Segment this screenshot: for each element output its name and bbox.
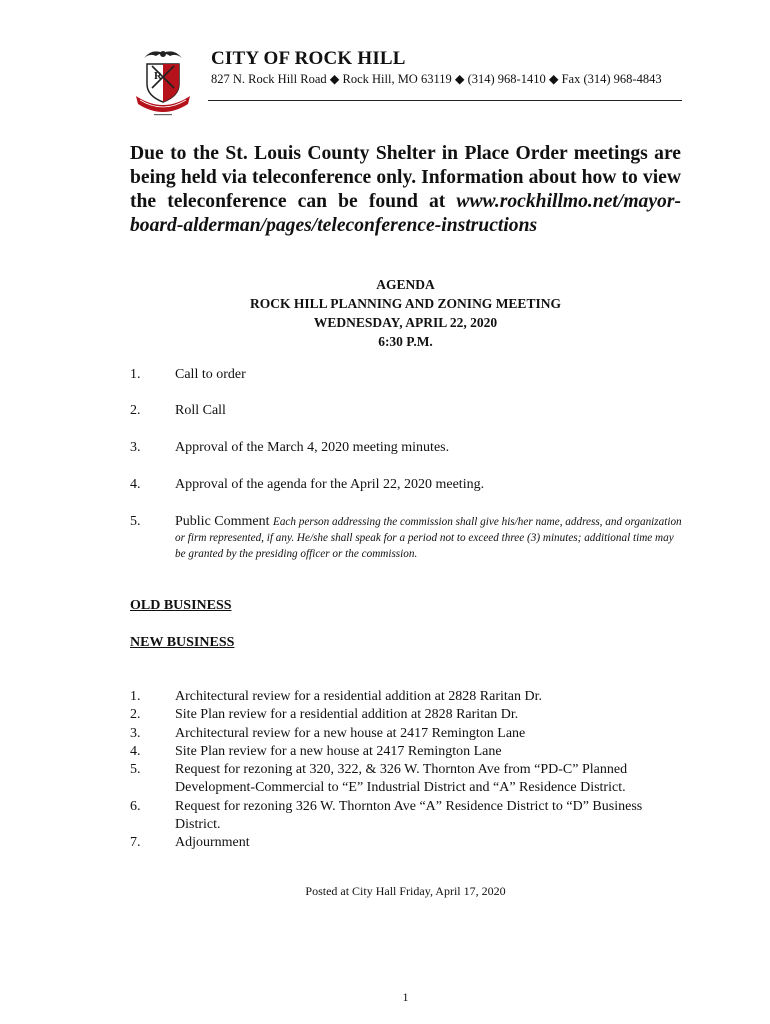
list-item-text: Architectural review for a residential addition at 2828 Raritan Dr.	[175, 689, 542, 704]
list-item-number: 1.	[130, 689, 141, 704]
new-business-heading: NEW BUSINESS	[130, 635, 235, 650]
list-item	[130, 743, 690, 761]
agenda-item-roll-call: Roll Call	[175, 403, 226, 418]
meeting-time: 6:30 P.M.	[378, 334, 433, 349]
list-item-number: 7.	[130, 835, 141, 851]
meeting-date: WEDNESDAY, APRIL 22, 2020	[313, 315, 498, 330]
meeting-name: ROCK HILL PLANNING AND ZONING MEETING	[250, 296, 561, 311]
page-number: 1	[402, 990, 409, 1004]
public-comment-description: Each person addressing the commission shall give his/her name, address, and organization or firm represented, if any. He/she shall speak for a period not to exceed three (3) minutes; additional time may be granted by the presiding officer or the commission.	[175, 516, 682, 560]
list-item-number: 2.	[130, 707, 141, 723]
list-item-text: Site Plan review for a new house at 2417 Remington Lane	[175, 743, 502, 759]
list-item-text: Adjournment	[175, 835, 250, 851]
list-item	[130, 688, 690, 706]
agenda-item-minutes-approval: Approval of the March 4, 2020 meeting minutes.	[175, 440, 450, 455]
city-address-line: 827 N. Rock Hill Road ◆ Rock Hill, MO 63119 ◆ (314) 968-1410 ◆ Fax (314) 968-4843	[211, 72, 662, 86]
list-item	[130, 761, 690, 798]
list-item-number: 3.	[130, 725, 141, 741]
list-item-text: Request for rezoning at 320, 322, & 326 W. Thornton Ave from “PD-C” Planned Development-Commercial to “E” Industrial District and “A” Residence District.	[175, 762, 628, 796]
teleconference-url-link[interactable]: www.rockhillmo.net/mayor-board-alderman/pages/teleconference-instructions	[130, 191, 681, 236]
public-comment-label: Public Comment	[175, 514, 270, 529]
agenda-item-number: 3.	[130, 440, 141, 455]
agenda-item-agenda-approval: Approval of the agenda for the April 22, 2020 meeting.	[175, 477, 485, 492]
list-item	[130, 834, 690, 852]
list-item-text: Request for rezoning 326 W. Thornton Ave “A” Residence District to “D” Business District.	[175, 798, 643, 833]
agenda-item-public-comment	[175, 514, 685, 562]
notice-text: Due to the St. Louis County Shelter in Place Order meetings are being held via teleconference only. Information about how to view the teleconference can be found at	[130, 143, 681, 212]
list-item	[130, 798, 690, 835]
agenda-item-number: 5.	[130, 514, 141, 529]
agenda-item-number: 1.	[130, 367, 141, 382]
new-business-list	[130, 688, 690, 853]
agenda-item-number: 4.	[130, 477, 141, 492]
list-item-text: Site Plan review for a residential addition at 2828 Raritan Dr.	[175, 707, 519, 723]
city-seal-icon	[130, 44, 196, 120]
list-item	[130, 706, 690, 724]
list-item-number: 6.	[130, 798, 141, 814]
svg-text:R: R	[154, 70, 162, 82]
header-divider	[208, 100, 682, 101]
list-item-number: 5.	[130, 762, 141, 778]
agenda-heading	[130, 275, 681, 351]
list-item-number: 4.	[130, 743, 141, 759]
list-item-text: Architectural review for a new house at 2417 Remington Lane	[175, 725, 526, 741]
agenda-item-call-to-order: Call to order	[175, 367, 246, 382]
agenda-item-number: 2.	[130, 403, 141, 418]
city-seal-logo	[130, 44, 196, 120]
agenda-title: AGENDA	[376, 277, 435, 292]
posted-notice: Posted at City Hall Friday, April 17, 2020	[305, 884, 506, 898]
old-business-heading: OLD BUSINESS	[130, 598, 232, 613]
list-item	[130, 725, 690, 743]
teleconference-notice	[130, 142, 681, 238]
city-name: CITY OF ROCK HILL	[211, 48, 406, 69]
